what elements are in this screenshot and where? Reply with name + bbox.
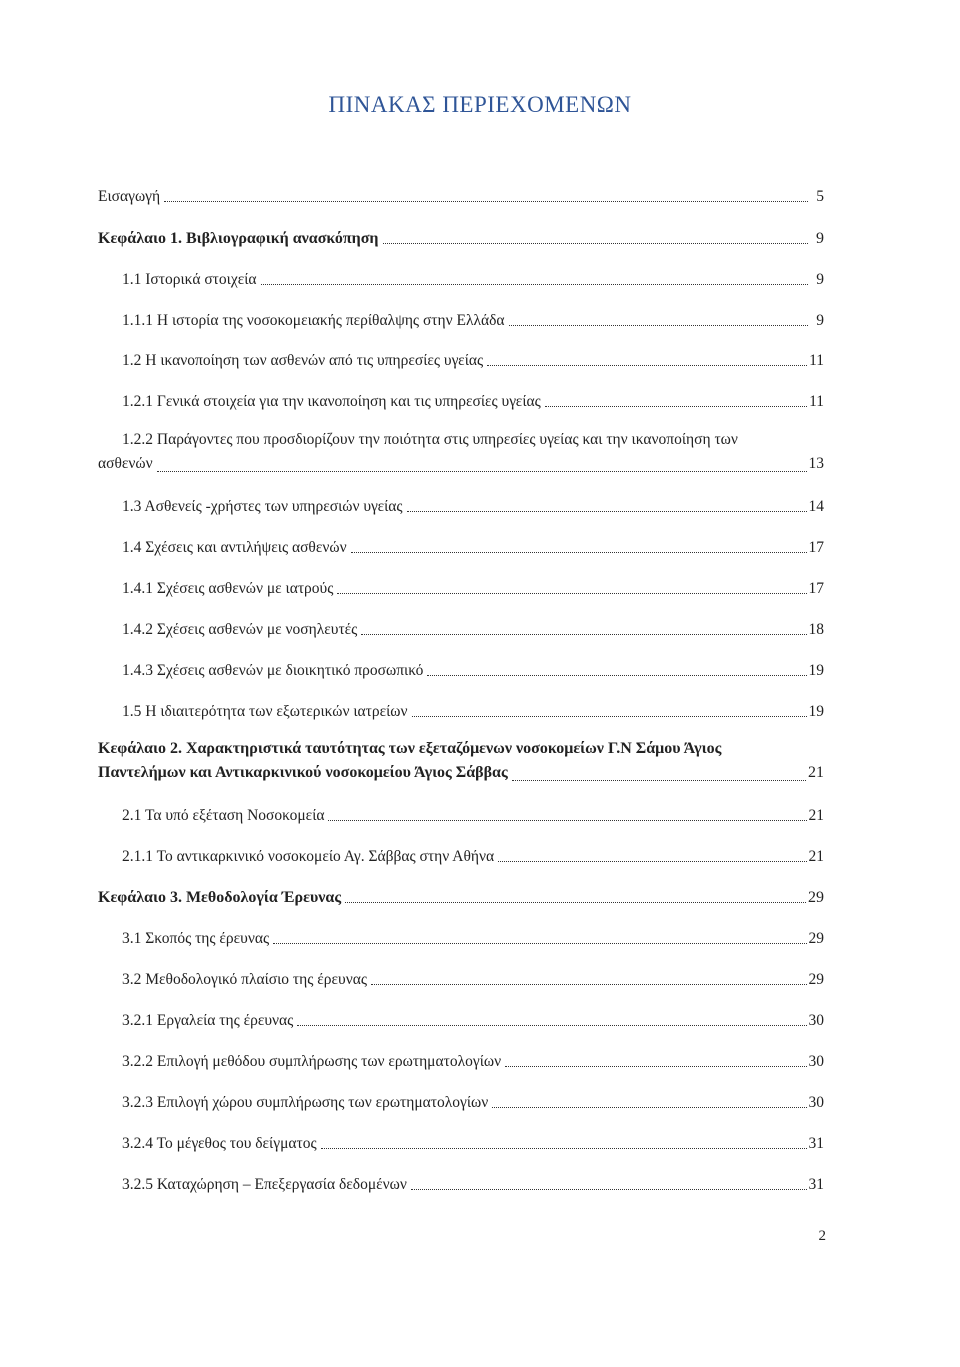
- toc-leader-dots: [411, 1189, 807, 1190]
- toc-leader-dots: [345, 902, 806, 903]
- toc-entry-3-2[interactable]: [122, 963, 824, 989]
- toc-entry-label: 3.2.5 Καταχώρηση – Επεξεργασία δεδομένων: [122, 1176, 407, 1193]
- toc-entry-label: 1.4 Σχέσεις και αντιλήψεις ασθενών: [122, 539, 347, 556]
- toc-entry-label: 3.2.2 Επιλογή μεθόδου συμπλήρωσης των ερωτηματολογίων: [122, 1053, 502, 1070]
- toc-entry-page: 29: [808, 930, 824, 947]
- toc-leader-dots: [261, 284, 808, 285]
- toc-leader-dots: [407, 511, 807, 512]
- toc-entry-page: 9: [816, 230, 824, 247]
- toc-entry-page: 17: [808, 539, 824, 556]
- toc-entry-label: 1.4.2 Σχέσεις ασθενών με νοσηλευτές: [122, 621, 358, 638]
- toc-leader-dots: [505, 1066, 806, 1067]
- toc-entry-label: Κεφάλαιο 1. Βιβλιογραφική ανασκόπηση: [98, 230, 379, 247]
- toc-entry-page: 30: [808, 1094, 824, 1111]
- toc-entry-page: 31: [808, 1135, 824, 1152]
- toc-entry-page: 9: [816, 271, 824, 288]
- toc-entry-1-4-3[interactable]: [122, 654, 824, 680]
- toc-leader-dots: [492, 1107, 806, 1108]
- toc-leader-dots: [361, 634, 806, 635]
- toc-entry-page: 11: [809, 393, 824, 410]
- toc-entry-label-continued: Παντελήμων και Αντικαρκινικού νοσοκομείου Άγιος Σάββας: [98, 764, 508, 781]
- toc-entry-label: 1.4.3 Σχέσεις ασθενών με διοικητικό προσωπικό: [122, 662, 424, 679]
- toc-entry-chapter-3[interactable]: [98, 881, 824, 907]
- toc-entry-label-continued: ασθενών: [98, 455, 153, 472]
- toc-entry-page: 5: [816, 188, 824, 205]
- toc-entry-label: 2.1.1 Το αντικαρκινικό νοσοκομείο Αγ. Σάββας στην Αθήνα: [122, 848, 495, 865]
- toc-entry-label: 3.2 Μεθοδολογικό πλαίσιο της έρευνας: [122, 971, 367, 988]
- toc-entry-1-4[interactable]: [122, 531, 824, 557]
- toc-title: ΠΙΝΑΚΑΣ ΠΕΡΙΕΧΟΜΕΝΩΝ: [328, 92, 632, 117]
- toc-entry-page: 17: [808, 580, 824, 597]
- toc-entry-label: 1.2 Η ικανοποίηση των ασθενών από τις υπηρεσίες υγείας: [122, 352, 484, 369]
- toc-entry-label: 3.1 Σκοπός της έρευνας: [122, 930, 270, 947]
- toc-entry-1-2[interactable]: [122, 344, 824, 370]
- toc-entry-label: 3.2.1 Εργαλεία της έρευνας: [122, 1012, 294, 1029]
- toc-leader-dots: [351, 552, 807, 553]
- toc-entry-label: 1.4.1 Σχέσεις ασθενών με ιατρούς: [122, 580, 334, 597]
- toc-entry-page: 13: [808, 455, 824, 472]
- toc-entry-introduction[interactable]: [98, 180, 824, 206]
- toc-entry-1-5[interactable]: [122, 695, 824, 721]
- toc-leader-dots: [297, 1025, 806, 1026]
- toc-entry-page: 14: [808, 498, 824, 515]
- toc-leader-dots: [427, 675, 806, 676]
- toc-leader-dots: [164, 201, 808, 202]
- toc-entry-label: 3.2.4 Το μέγεθος του δείγματος: [122, 1135, 317, 1152]
- toc-leader-dots: [273, 943, 806, 944]
- toc-entry-1-4-1[interactable]: [122, 572, 824, 598]
- toc-entry-label: 1.2.2 Παράγοντες που προσδιορίζουν την ποιότητα στις υπηρεσίες υγείας και την ικανοποίηση των: [122, 431, 738, 448]
- toc-entry-3-2-1[interactable]: [122, 1004, 824, 1030]
- page-number: 2: [818, 1228, 826, 1244]
- toc-leader-dots: [157, 471, 807, 472]
- toc-entry-label: 1.5 Η ιδιαιτερότητα των εξωτερικών ιατρείων: [122, 703, 408, 720]
- toc-entry-page: 29: [808, 889, 824, 906]
- toc-entry-page: 21: [808, 764, 824, 781]
- toc-leader-dots: [412, 716, 807, 717]
- toc-leader-dots: [337, 593, 806, 594]
- toc-entry-label: 1.3 Ασθενείς -χρήστες των υπηρεσιών υγείας: [122, 498, 403, 515]
- toc-entry-3-1[interactable]: [122, 922, 824, 948]
- toc-leader-dots: [383, 243, 809, 244]
- toc-entry-page: 31: [808, 1176, 824, 1193]
- toc-entry-label: 2.1 Τα υπό εξέταση Νοσοκομεία: [122, 807, 325, 824]
- toc-entry-label: 1.1 Ιστορικά στοιχεία: [122, 271, 257, 288]
- toc-entry-page: 18: [808, 621, 824, 638]
- toc-entry-3-2-4[interactable]: [122, 1127, 824, 1153]
- toc-entry-1-1[interactable]: [122, 263, 824, 289]
- toc-entry-label: Κεφάλαιο 2. Χαρακτηριστικά ταυτότητας των εξεταζόμενων νοσοκομείων Γ.Ν Σάμου Άγιος: [98, 740, 722, 757]
- toc-entry-page: 21: [808, 848, 824, 865]
- toc-entry-3-2-3[interactable]: [122, 1086, 824, 1112]
- toc-entry-page: 30: [808, 1012, 824, 1029]
- toc-leader-dots: [509, 325, 808, 326]
- toc-entry-page: 19: [808, 662, 824, 679]
- toc-entry-1-4-2[interactable]: [122, 613, 824, 639]
- toc-entry-2-1[interactable]: [122, 799, 824, 825]
- toc-entry-page: 21: [808, 807, 824, 824]
- toc-leader-dots: [321, 1148, 807, 1149]
- toc-entry-page: 11: [809, 352, 824, 369]
- toc-leader-dots: [498, 861, 806, 862]
- toc-entry-label: Κεφάλαιο 3. Μεθοδολογία Έρευνας: [98, 889, 342, 906]
- toc-entry-3-2-5[interactable]: [122, 1168, 824, 1194]
- toc-leader-dots: [371, 984, 807, 985]
- toc-leader-dots: [512, 780, 806, 781]
- toc-entry-label: 3.2.3 Επιλογή χώρου συμπλήρωσης των ερωτηματολογίων: [122, 1094, 489, 1111]
- toc-entry-page: 9: [816, 312, 824, 329]
- toc-entry-page: 30: [808, 1053, 824, 1070]
- toc-entry-label: 1.1.1 Η ιστορία της νοσοκομειακής περίθαλψης στην Ελλάδα: [122, 312, 505, 329]
- toc-entry-page: 19: [808, 703, 824, 720]
- toc-entry-chapter-2[interactable]: [98, 737, 824, 785]
- toc-entry-page: 29: [808, 971, 824, 988]
- toc-entry-3-2-2[interactable]: [122, 1045, 824, 1071]
- toc-leader-dots: [328, 820, 806, 821]
- toc-entry-chapter-1[interactable]: [98, 222, 824, 248]
- toc-entry-1-2-2[interactable]: [98, 428, 824, 476]
- toc-entry-2-1-1[interactable]: [122, 840, 824, 866]
- toc-entry-label: 1.2.1 Γενικά στοιχεία για την ικανοποίηση και τις υπηρεσίες υγείας: [122, 393, 541, 410]
- toc-entry-label: Εισαγωγή: [98, 188, 161, 205]
- toc-leader-dots: [487, 365, 807, 366]
- toc-entry-1-1-1[interactable]: [122, 304, 824, 330]
- toc-entry-1-3[interactable]: [122, 490, 824, 516]
- toc-entry-1-2-1[interactable]: [122, 385, 824, 411]
- toc-leader-dots: [545, 406, 807, 407]
